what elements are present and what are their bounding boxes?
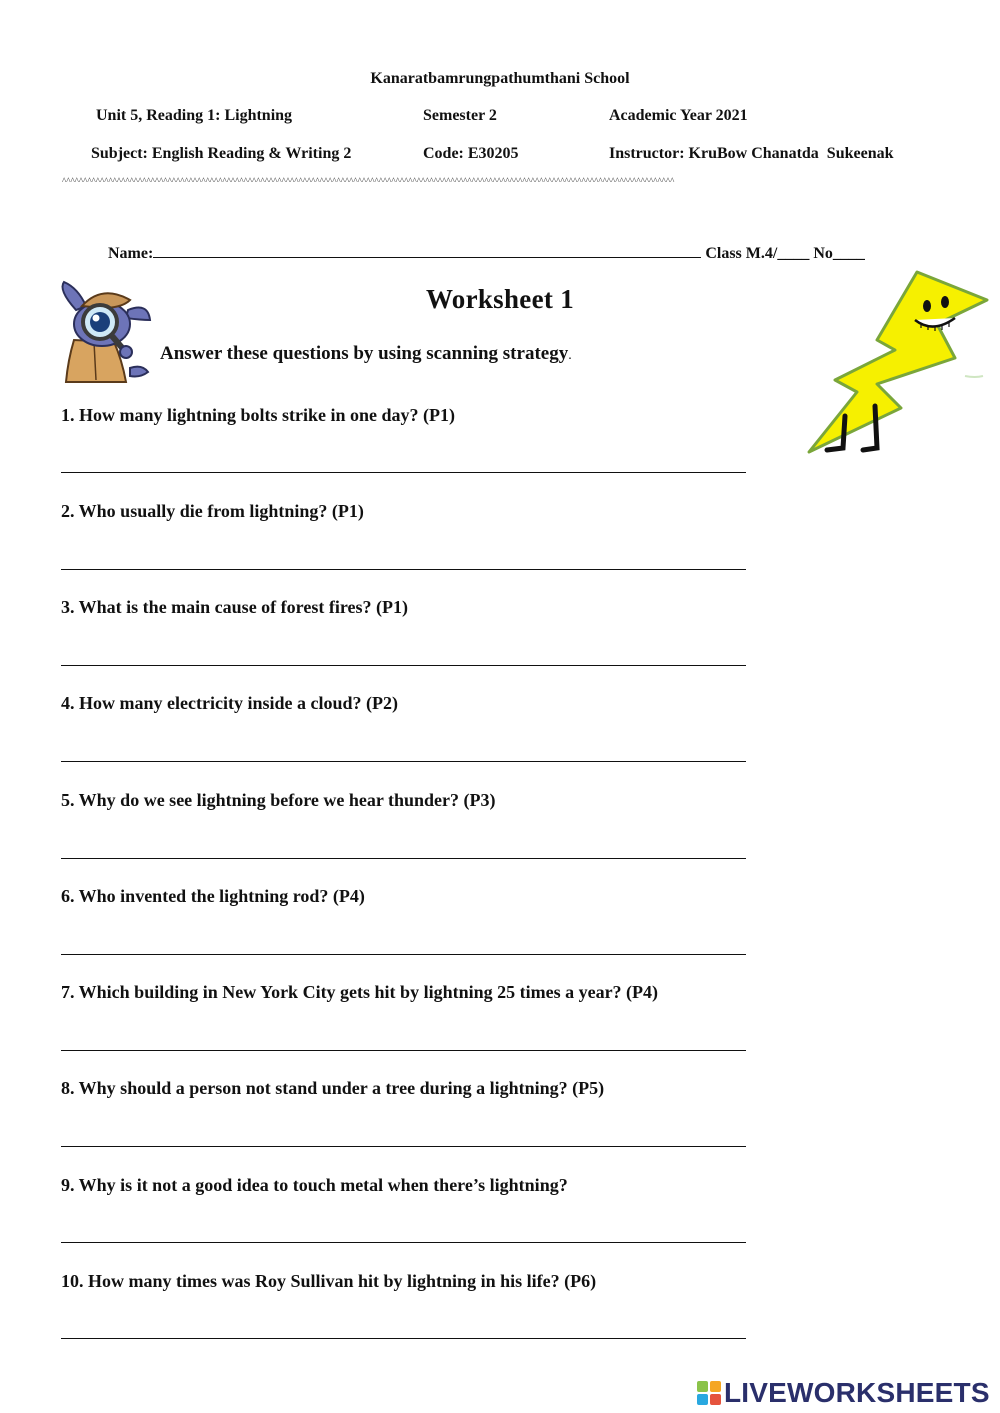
question-7: 7. Which building in New York City gets hit by lightning 25 times a year? (P4) xyxy=(61,982,659,1002)
answer-line-6[interactable] xyxy=(61,954,746,955)
liveworksheets-logo[interactable] xyxy=(697,1376,990,1410)
answer-line-9[interactable] xyxy=(61,1242,746,1243)
answer-line-5[interactable] xyxy=(61,858,746,859)
question-2: 2. Who usually die from lightning? (P1) xyxy=(61,501,364,521)
answer-line-7[interactable] xyxy=(61,1050,746,1051)
course-code: Code: E30205 xyxy=(423,145,519,162)
question-9: 9. Why is it not a good idea to touch metal when there’s lightning? xyxy=(61,1175,568,1195)
name-field[interactable] xyxy=(153,243,701,258)
detective-character-image xyxy=(56,280,156,384)
answer-line-10[interactable] xyxy=(61,1338,746,1339)
semester: Semester 2 xyxy=(423,107,497,124)
subject: Subject: English Reading & Writing 2 xyxy=(91,145,352,162)
answer-line-2[interactable] xyxy=(61,569,746,570)
question-6: 6. Who invented the lightning rod? (P4) xyxy=(61,886,365,906)
academic-year: Academic Year 2021 xyxy=(609,107,748,124)
class-label[interactable]: Class M.4/____ xyxy=(705,245,810,262)
name-label: Name: xyxy=(108,245,154,262)
answer-line-8[interactable] xyxy=(61,1146,746,1147)
lightning-character-image xyxy=(805,266,995,458)
liveworksheets-badge-icon xyxy=(697,1381,721,1405)
question-1: 1. How many lightning bolts strike in one day? (P1) xyxy=(61,405,456,425)
question-8: 8. Why should a person not stand under a tree during a lightning? (P5) xyxy=(61,1078,605,1098)
liveworksheets-brand-text: LIVEWORKSHEETS xyxy=(724,1377,990,1408)
instruction-text: Answer these questions by using scanning strategy xyxy=(160,343,569,364)
student-info-row xyxy=(108,243,865,263)
answer-line-3[interactable] xyxy=(61,665,746,666)
question-5: 5. Why do we see lightning before we hear thunder? (P3) xyxy=(61,790,496,810)
separator: ^^^^^^^^^^^^^^^^^^^^^^^^^^^^^^^^^^^^^^^^^^^^^^^^^^^^^^^^^^^^^^^^^^^^^^^^^^^^^^^^^^^^^^^^^^^^^^^^^^^^^^^^^^^^^^^^^^^^^^^^^^^^^^^^^^^^^^^^^^^^^^^^^ xyxy=(62,176,675,186)
instructor: Instructor: KruBow Chanatda Sukeenak xyxy=(609,145,894,162)
worksheet-title: Worksheet 1 xyxy=(425,284,575,314)
question-3: 3. What is the main cause of forest fires? (P1) xyxy=(61,597,408,617)
answer-line-1[interactable] xyxy=(61,472,746,473)
number-label[interactable]: No____ xyxy=(813,245,865,262)
question-4: 4. How many electricity inside a cloud? (P2) xyxy=(61,693,398,713)
answer-line-4[interactable] xyxy=(61,761,746,762)
school-name: Kanaratbamrungpathumthani School xyxy=(370,70,630,87)
unit-title: Unit 5, Reading 1: Lightning xyxy=(96,107,293,124)
instruction xyxy=(160,343,572,365)
question-10: 10. How many times was Roy Sullivan hit by lightning in his life? (P6) xyxy=(61,1271,597,1291)
instruction-period: . xyxy=(568,348,572,363)
